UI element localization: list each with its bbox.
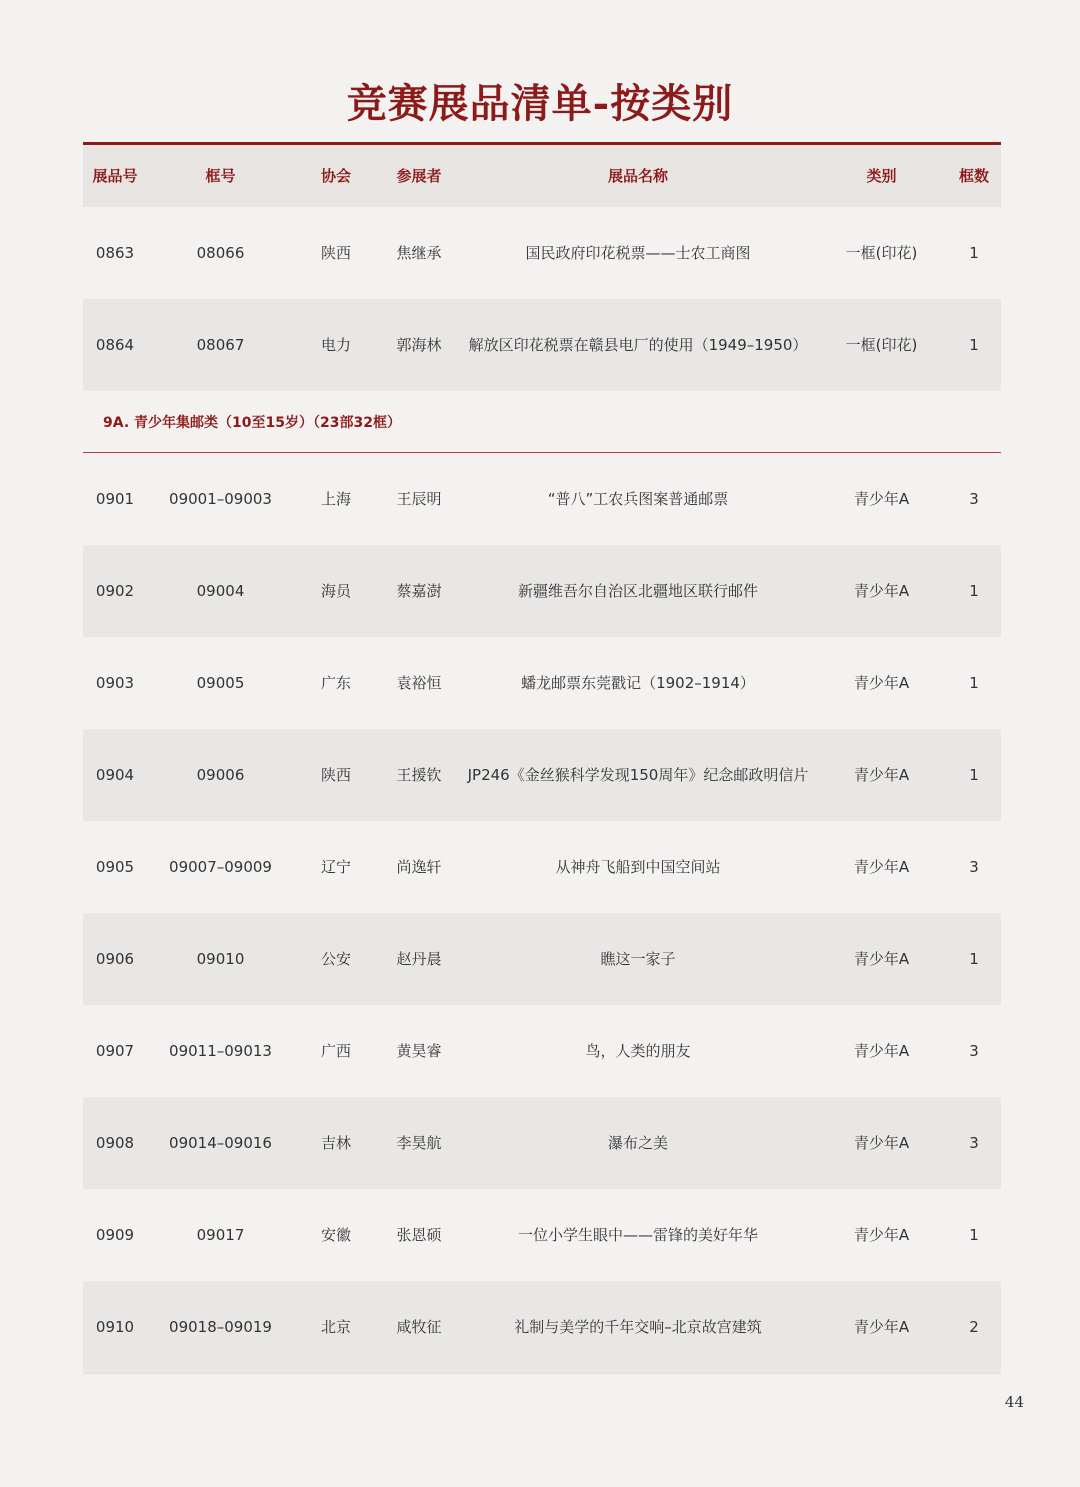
exhibit-table [83, 142, 1001, 1374]
cell-frame-no: 08066 [196, 243, 245, 262]
cell-exhibit-no: 0903 [95, 673, 135, 692]
cell-category: 青少年A [853, 489, 910, 508]
cell-frame-count: 3 [969, 1133, 979, 1152]
cell-category: 青少年A [853, 857, 910, 876]
cell-frame-count: 1 [969, 243, 979, 262]
cell-frame-count: 3 [969, 857, 979, 876]
section-label: 9A. 青少年集邮类（10至15岁）（23部32框） [103, 414, 401, 431]
table-row [83, 1189, 1001, 1281]
cell-association: 北京 [320, 1317, 351, 1336]
cell-frame-count: 3 [969, 1041, 979, 1060]
cell-frame-count: 1 [969, 581, 979, 600]
cell-frame-no: 09007–09009 [169, 857, 272, 876]
cell-exhibit-name: 一位小学生眼中——雷锋的美好年华 [517, 1225, 758, 1244]
cell-frame-count: 1 [969, 673, 979, 692]
cell-frame-no: 08067 [196, 335, 245, 354]
cell-association: 海员 [320, 581, 351, 600]
cell-category: 青少年A [853, 1041, 910, 1060]
header-exhibit-name: 展品名称 [607, 166, 668, 185]
table-header [83, 145, 1001, 207]
cell-frame-no: 09011–09013 [169, 1041, 272, 1060]
cell-exhibit-no: 0907 [95, 1041, 135, 1060]
table-bottom-line [83, 1373, 1001, 1374]
cell-association: 辽宁 [320, 857, 351, 876]
cell-exhibit-no: 0905 [95, 857, 135, 876]
table-row [83, 729, 1001, 821]
header-category: 类别 [866, 166, 897, 185]
cell-category: 青少年A [853, 949, 910, 968]
cell-exhibitor: 咸牧征 [396, 1317, 442, 1336]
header-exhibitor: 参展者 [396, 166, 442, 185]
cell-exhibit-name: 新疆维吾尔自治区北疆地区联行邮件 [517, 581, 758, 600]
cell-category: 青少年A [853, 765, 910, 784]
header-exhibit-no: 展品号 [92, 166, 138, 185]
table-row [83, 1281, 1001, 1373]
cell-exhibitor: 尚逸轩 [396, 857, 442, 876]
cell-association: 陕西 [320, 243, 351, 262]
cell-association: 电力 [320, 335, 351, 354]
cell-frame-no: 09001–09003 [169, 489, 272, 508]
cell-frame-count: 3 [969, 489, 979, 508]
cell-category: 一框(印花) [845, 335, 918, 354]
cell-exhibitor: 王援钦 [396, 765, 442, 784]
cell-exhibit-name: 国民政府印花税票——士农工商图 [525, 243, 751, 262]
cell-exhibitor: 王辰明 [396, 489, 442, 508]
cell-exhibit-name: 从神舟飞船到中国空间站 [555, 857, 721, 876]
cell-exhibit-no: 0904 [95, 765, 135, 784]
cell-association: 吉林 [320, 1133, 351, 1152]
rows-before-section [83, 207, 1001, 391]
cell-exhibit-name: “普八”工农兵图案普通邮票 [547, 489, 729, 508]
cell-category: 青少年A [853, 1225, 910, 1244]
cell-exhibit-name: 蟠龙邮票东莞戳记（1902–1914） [521, 673, 755, 692]
cell-category: 青少年A [853, 1133, 910, 1152]
table-row [83, 1005, 1001, 1097]
table-row [83, 207, 1001, 299]
cell-frame-no: 09006 [196, 765, 245, 784]
cell-exhibit-no: 0901 [95, 489, 135, 508]
cell-category: 青少年A [853, 673, 910, 692]
cell-category: 青少年A [853, 581, 910, 600]
cell-frame-no: 09017 [196, 1225, 245, 1244]
cell-frame-no: 09018–09019 [169, 1317, 272, 1336]
cell-exhibitor: 蔡嘉澍 [396, 581, 442, 600]
table-row [83, 545, 1001, 637]
cell-exhibit-no: 0902 [95, 581, 135, 600]
cell-exhibit-no: 0908 [95, 1133, 135, 1152]
header-frame-no: 框号 [205, 166, 236, 185]
table-row [83, 821, 1001, 913]
cell-exhibit-name: 礼制与美学的千年交响–北京故宫建筑 [514, 1317, 762, 1336]
cell-category: 青少年A [853, 1317, 910, 1336]
cell-exhibitor: 焦继承 [396, 243, 442, 262]
page-number: 44 [1004, 1393, 1024, 1411]
cell-exhibitor: 赵丹晨 [396, 949, 442, 968]
cell-association: 公安 [320, 949, 351, 968]
cell-frame-no: 09005 [196, 673, 245, 692]
cell-exhibitor: 张恩硕 [396, 1225, 442, 1244]
cell-frame-count: 1 [969, 949, 979, 968]
table-row [83, 299, 1001, 391]
section-heading [83, 391, 1001, 453]
cell-association: 安徽 [320, 1225, 351, 1244]
cell-category: 一框(印花) [845, 243, 918, 262]
rows-after-section [83, 453, 1001, 1373]
page-title: 竞赛展品清单-按类别 [346, 80, 734, 127]
cell-exhibit-name: 瞧这一家子 [600, 949, 676, 968]
table-row [83, 913, 1001, 1005]
table-row [83, 1097, 1001, 1189]
header-association: 协会 [320, 166, 351, 185]
cell-association: 广东 [320, 673, 351, 692]
cell-exhibitor: 袁裕恒 [396, 673, 442, 692]
cell-association: 陕西 [320, 765, 351, 784]
cell-frame-no: 09010 [196, 949, 245, 968]
cell-association: 广西 [320, 1041, 351, 1060]
cell-exhibit-no: 0909 [95, 1225, 135, 1244]
cell-exhibitor: 李昊航 [396, 1133, 442, 1152]
cell-exhibit-name: JP246《金丝猴科学发现150周年》纪念邮政明信片 [467, 765, 809, 784]
cell-frame-count: 1 [969, 1225, 979, 1244]
cell-association: 上海 [320, 489, 351, 508]
cell-frame-count: 2 [969, 1317, 979, 1336]
cell-exhibitor: 郭海林 [396, 335, 442, 354]
cell-exhibit-no: 0864 [95, 335, 135, 354]
table-row [83, 637, 1001, 729]
table-row [83, 453, 1001, 545]
cell-frame-count: 1 [969, 765, 979, 784]
cell-exhibit-name: 瀑布之美 [607, 1133, 668, 1152]
cell-frame-count: 1 [969, 335, 979, 354]
cell-exhibit-name: 解放区印花税票在赣县电厂的使用（1949–1950） [468, 335, 808, 354]
cell-exhibit-no: 0910 [95, 1317, 135, 1336]
cell-exhibit-name: 鸟，人类的朋友 [585, 1041, 691, 1060]
cell-frame-no: 09014–09016 [169, 1133, 272, 1152]
cell-exhibitor: 黄昊睿 [396, 1041, 442, 1060]
cell-exhibit-no: 0906 [95, 949, 135, 968]
header-frame-count: 框数 [958, 166, 989, 185]
cell-frame-no: 09004 [196, 581, 245, 600]
cell-exhibit-no: 0863 [95, 243, 135, 262]
